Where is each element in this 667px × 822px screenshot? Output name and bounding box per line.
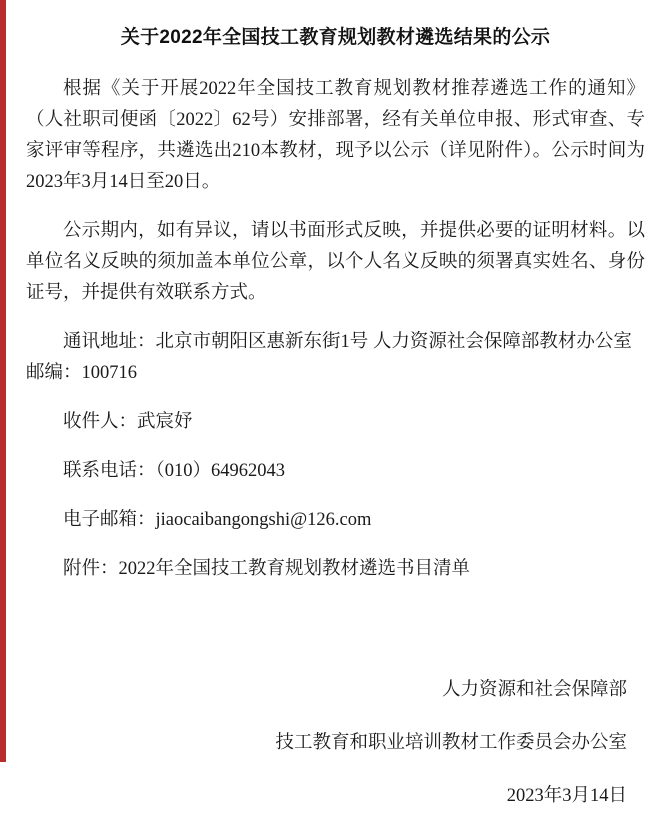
signature-org-secondary: 技工教育和职业培训教材工作委员会办公室 [275,733,627,753]
signature-date: 2023年3月14日 [506,786,627,806]
paragraph-background: 根据《关于开展2022年全国技工教育规划教材推荐遴选工作的通知》（人社职司便函〔2022〕62号）安排部署，经有关单位申报、形式审查、专家评审等程序，共遴选出210本教材，现予以公示（详见附件）。公示时间为2023年3月14日至20日。 [26,79,645,192]
signature-org-primary: 人力资源和社会保障部 [441,680,627,700]
paragraph-objection: 公示期内，如有异议，请以书面形式反映，并提供必要的证明材料。以单位名义反映的须加盖本单位公章，以个人名义反映的须署真实姓名、身份证号，并提供有效联系方式。 [26,221,645,303]
contact-recipient: 收件人：武宸妤 [63,412,193,432]
accent-left-bar [0,0,6,762]
page-title: 关于2022年全国技工教育规划教材遴选结果的公示 [120,27,551,48]
attachment-line: 附件：2022年全国技工教育规划教材遴选书目清单 [63,559,471,579]
spacer [26,603,645,671]
contact-email: 电子邮箱：jiaocaibangongshi@126.com [63,510,372,530]
contact-phone: 联系电话：（010）64962043 [63,461,286,481]
contact-address: 通讯地址：北京市朝阳区惠新东街1号 人力资源社会保障部教材办公室 邮编：100716 [26,332,632,383]
signature-block [26,675,645,812]
